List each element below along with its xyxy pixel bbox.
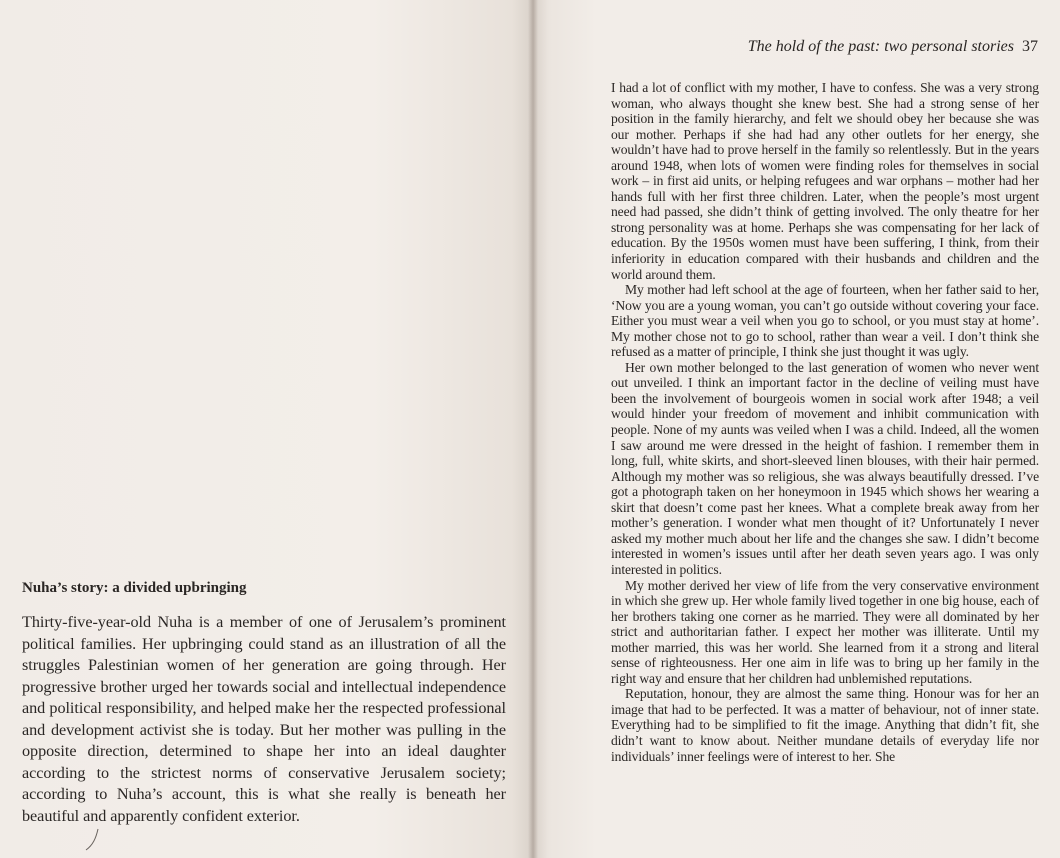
pen-mark-icon (84, 828, 100, 852)
running-head-title: The hold of the past: two personal stories (747, 38, 1014, 55)
page-number: 37 (1022, 38, 1038, 55)
paragraph: My mother derived her view of life from the very conservative environment in which she grew up. Her whole family lived together in one big house, each of her brothers taking one corner as he married. They were all dominated by her strict and authoritarian father. I expect her mother was illiterate. Until my mother married, this was her world. She learned from it a strong and literal sense of righteousness. Her one aim in life was to bring up her family in the right way and ensure that her children had unblemished reputations. (611, 577, 1039, 686)
paragraph: I had a lot of conflict with my mother, I have to confess. She was a very strong woman, who always thought she knew best. She had a strong sense of her position in the family hierarchy, and felt we should obey her because she was our mother. Perhaps if she had had any other outlets for her energy, she wouldn’t have had to prove herself in the family so relentlessly. But in the years around 1948, when lots of women were finding roles for themselves in social work – in first aid units, or helping refugees and war orphans – mother had her hands full with her first three children. Later, when the people’s most urgent need had passed, she didn’t think of getting involved. The only theatre for her strong personality was at home. Perhaps she was compensating for her lack of education. By the 1950s women must have been suffering, I think, from their inferiority in education compared with their husbands and children and the world around them. (611, 80, 1039, 282)
left-body-text: Thirty-five-year-old Nuha is a member of one of Jerusalem’s prominent political families. Her upbringing could stand as an illustration of all the struggles Palestinian women of her generation are going through. Her progressive brother urged her towards social and intellectual independence and political responsibility, and helped make her the respected professional and development activist she is today. But her mother was pulling in the opposite direction, determined to shape her into an ideal daughter according to the strictest norms of conservative Jerusalem society; according to Nuha’s account, this is what she really is beneath her beautiful and apparently confident exterior. (22, 613, 506, 825)
paragraph: Reputation, honour, they are almost the same thing. Honour was for her an image that had to be perfected. It was a matter of behaviour, not of inner state. Everything had to be simplified to fit the image. Anything that didn’t fit, she didn’t want to know about. Neither mundane details of everyday life nor individuals’ inner feelings were of interest to her. She (611, 686, 1039, 764)
right-page (533, 0, 1060, 858)
right-body-text (611, 80, 1039, 764)
paragraph: My mother had left school at the age of fourteen, when her father said to her, ‘Now you are a young woman, you can’t go outside without covering your face. Either you must wear a veil when you go to school, or you must stay at home’. My mother chose not to go to school, rather than wear a veil. I don’t think she refused as a matter of principle, I think she just thought it was ugly. (611, 282, 1039, 360)
running-head (563, 37, 1038, 57)
section-heading: Nuha’s story: a divided upbringing (22, 580, 247, 596)
paragraph: Her own mother belonged to the last generation of women who never went out unveiled. I think an important factor in the decline of veiling must have been the involvement of bourgeois women in social work after 1948; a veil would hinder your freedom of movement and inhibit communication with people. None of my aunts was veiled when I was a child. Indeed, all the women I saw around me were dressed in the height of fashion. I remember them in long, full, white skirts, and short-sleeved linen blouses, with their hair permed. Although my mother was so religious, she was always beautifully dressed. I’ve got a photograph taken on her honeymoon in 1945 which shows her wearing a skirt that doesn’t come past her knees. What a complete break away from her mother’s generation. I wonder what men thought of it? Unfortunately I never asked my mother much about her life and the changes she saw. I didn’t become interested in women’s issues until after her death seven years ago. I was only interested in politics. (611, 359, 1039, 577)
book-gutter (528, 0, 538, 858)
